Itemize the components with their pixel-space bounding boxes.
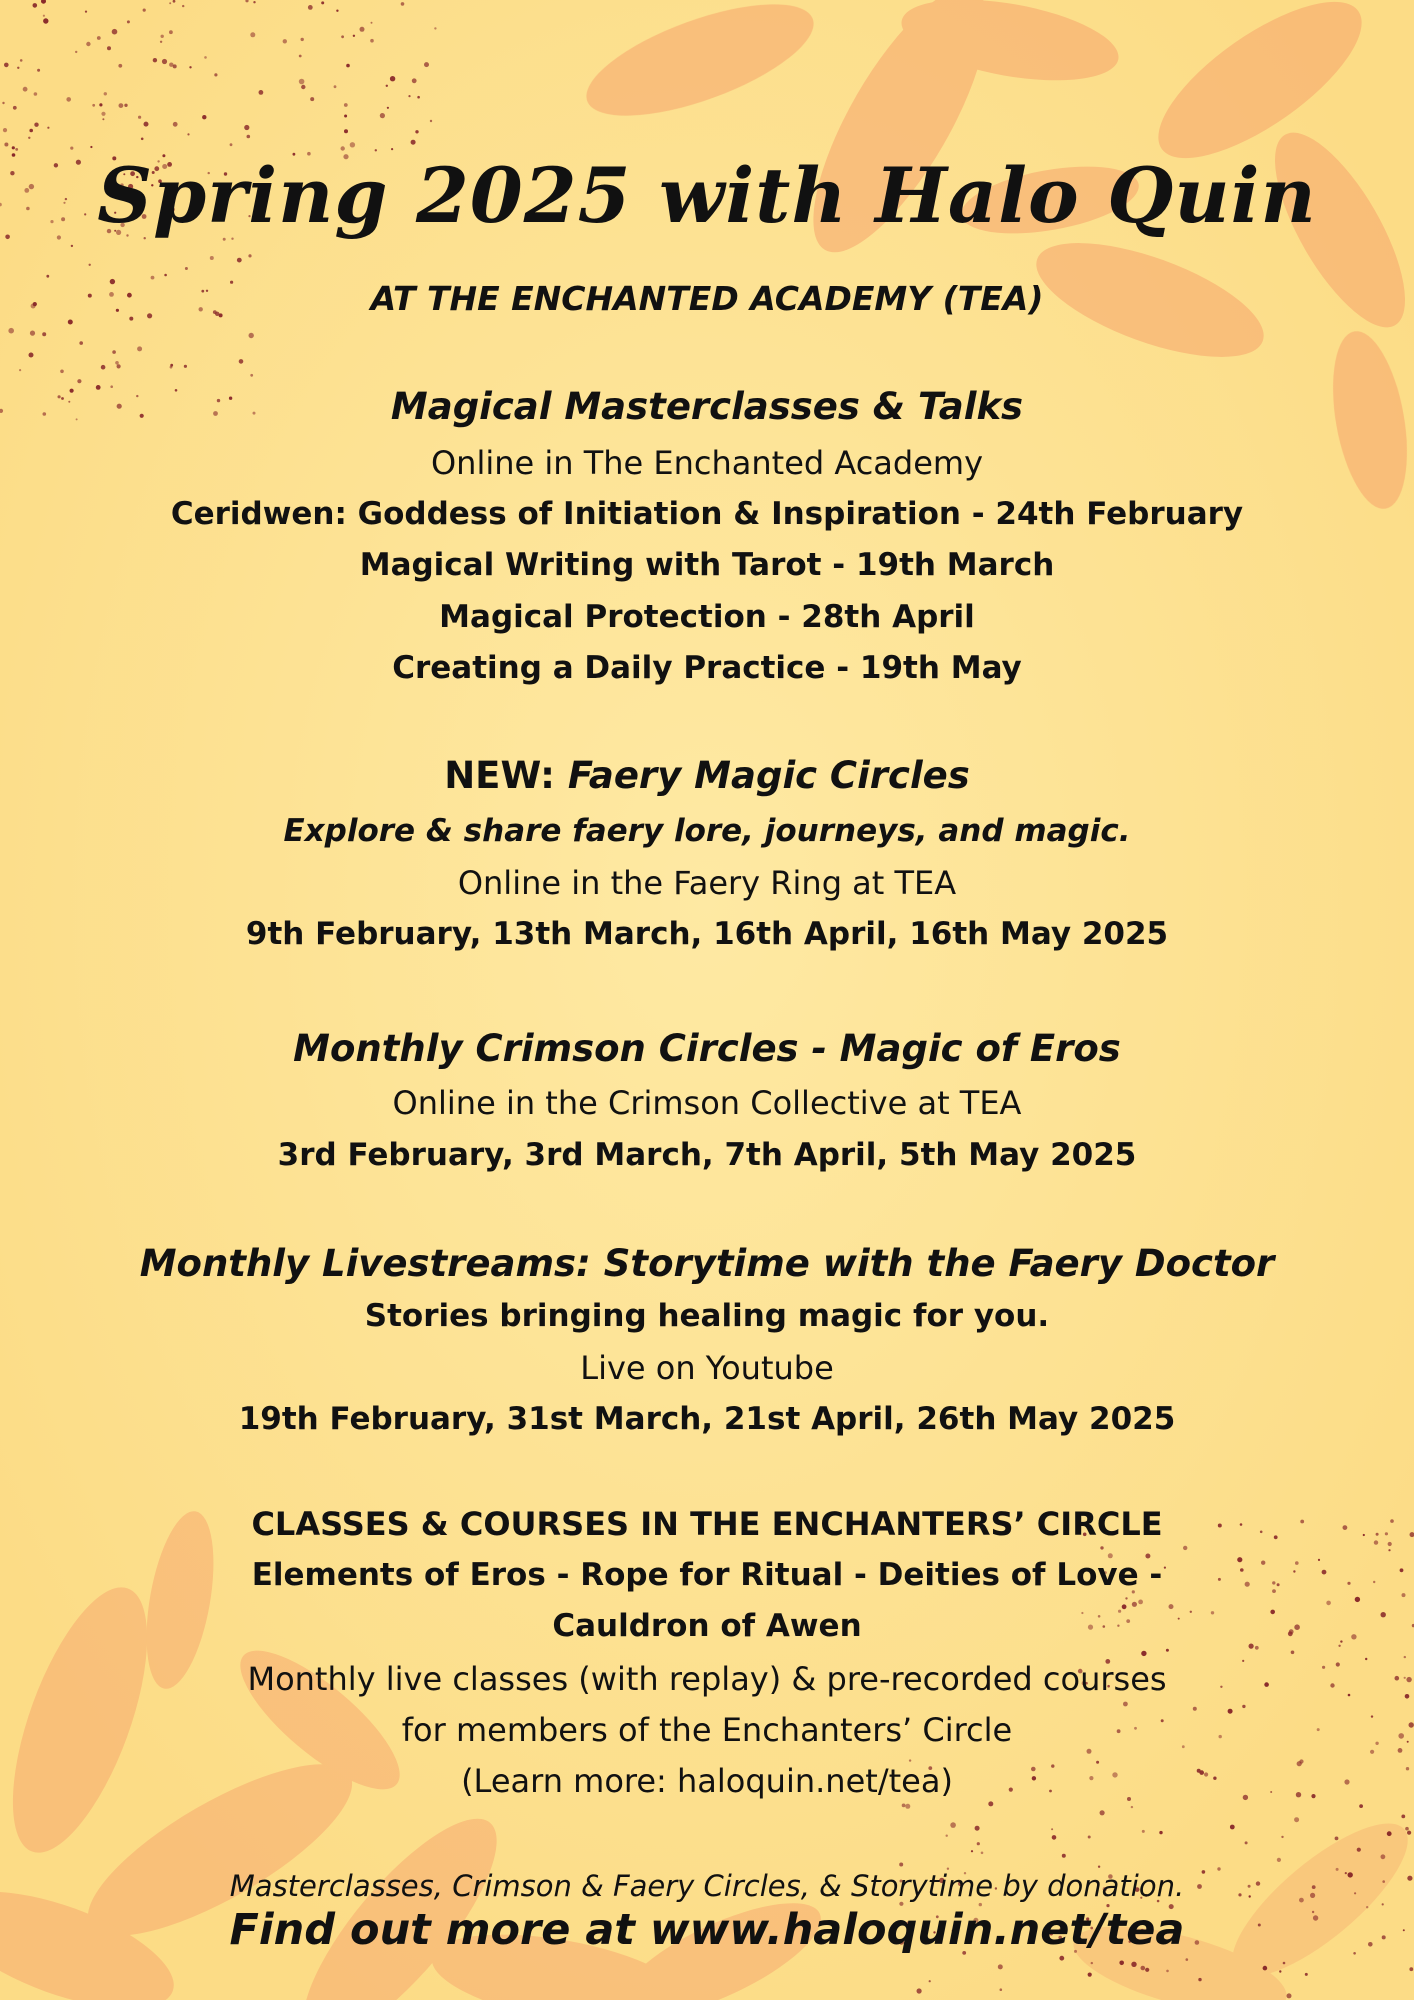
- sparkle-dot: [344, 103, 348, 107]
- sparkle-dot: [1401, 1815, 1405, 1819]
- subtitle: AT THE ENCHANTED ACADEMY (TEA): [370, 279, 1044, 318]
- classes-description: Monthly live classes (with replay) & pre-recorded courses: [247, 1660, 1167, 1698]
- sparkle-dot: [104, 92, 107, 95]
- sparkle-dot: [17, 67, 19, 69]
- sparkle-dot: [1387, 1831, 1392, 1836]
- sparkle-dot: [85, 11, 87, 13]
- sparkle-dot: [371, 22, 373, 24]
- sparkle-dot: [977, 1842, 980, 1845]
- sparkle-dot: [250, 374, 253, 377]
- sparkle-dot: [92, 104, 95, 107]
- sparkle-dot: [1277, 1858, 1281, 1862]
- sparkle-dot: [28, 137, 30, 139]
- sparkle-dot: [189, 66, 191, 68]
- sparkle-dot: [1098, 1866, 1100, 1868]
- footer-cta[interactable]: Find out more at www.haloquin.net/tea: [229, 1905, 1185, 1955]
- sparkle-dot: [1245, 1841, 1248, 1844]
- sparkle-dot: [1088, 1973, 1092, 1977]
- sparkle-dot: [42, 332, 46, 336]
- learn-more-link[interactable]: (Learn more: haloquin.net/tea): [461, 1762, 953, 1800]
- sparkle-dot: [68, 320, 73, 325]
- sparkle-dot: [3, 128, 7, 132]
- sparkle-dot: [1132, 1602, 1137, 1607]
- sparkle-dot: [1159, 1831, 1162, 1834]
- sparkle-dot: [1141, 1966, 1146, 1971]
- sparkle-dot: [253, 1, 255, 3]
- sparkle-dot: [185, 267, 188, 270]
- classes-heading: CLASSES & COURSES IN THE ENCHANTERS’ CIRCLE: [251, 1505, 1163, 1543]
- sparkle-dot: [248, 254, 251, 257]
- sparkle-dot: [47, 127, 49, 129]
- sparkle-dot: [1404, 1656, 1406, 1658]
- sparkle-dot: [434, 27, 436, 29]
- sparkle-dot: [118, 64, 122, 68]
- sparkle-dot: [1381, 1854, 1386, 1859]
- sparkle-dot: [1283, 1962, 1286, 1965]
- sparkle-dot: [247, 135, 251, 139]
- sparkle-dot: [1365, 1658, 1367, 1660]
- sparkle-dot: [1287, 1993, 1292, 1998]
- sparkle-dot: [101, 112, 105, 116]
- sparkle-dot: [43, 18, 48, 23]
- masterclass-session: Magical Writing with Tarot - 19th March: [359, 547, 1055, 583]
- sparkle-dot: [988, 1801, 993, 1806]
- sparkle-dot: [29, 129, 33, 133]
- sparkle-dot: [412, 78, 417, 83]
- sparkle-dot: [334, 85, 337, 88]
- sparkle-dot: [391, 148, 393, 150]
- sparkle-dot: [430, 120, 432, 122]
- sparkle-dot: [138, 116, 141, 119]
- sparkle-dot: [390, 76, 395, 81]
- sparkle-dot: [1407, 1831, 1411, 1835]
- sparkle-dot: [112, 350, 116, 354]
- sparkle-dot: [1138, 1600, 1143, 1605]
- sparkle-dot: [950, 1822, 956, 1828]
- sparkle-dot: [1100, 1546, 1103, 1549]
- sparkle-dot: [981, 1852, 984, 1855]
- livestreams-dates: 19th February, 31st March, 21st April, 26th May 2025: [238, 1401, 1176, 1437]
- sparkle-dot: [30, 331, 35, 336]
- sparkle-dot: [1279, 1970, 1281, 1972]
- sparkle-dot: [1166, 1649, 1169, 1652]
- sparkle-dot: [341, 35, 344, 38]
- sparkle-dot: [308, 5, 313, 10]
- sparkle-dot: [107, 46, 111, 50]
- sparkle-dot: [29, 353, 34, 358]
- sparkle-dot: [1000, 1988, 1003, 1991]
- sparkle-dot: [380, 113, 385, 118]
- sparkle-dot: [170, 366, 173, 369]
- sparkle-dot: [239, 359, 244, 364]
- sparkle-dot: [905, 1804, 910, 1809]
- sparkle-dot: [4, 63, 9, 68]
- sparkle-dot: [187, 133, 189, 135]
- faery-dates: 9th February, 13th March, 16th April, 16th May 2025: [245, 916, 1169, 952]
- sparkle-dot: [1131, 1962, 1136, 1967]
- sparkle-dot: [283, 39, 287, 43]
- sparkle-dot: [151, 276, 155, 280]
- sparkle-dot: [301, 38, 304, 41]
- livestreams-tagline: Stories bringing healing magic for you.: [364, 1298, 1050, 1334]
- sparkle-dot: [90, 146, 92, 148]
- sparkle-dot: [299, 79, 305, 85]
- sparkle-dot: [1338, 1645, 1340, 1647]
- sparkle-dot: [350, 142, 355, 147]
- sparkle-dot: [299, 55, 302, 58]
- sparkle-dot: [250, 32, 255, 37]
- faery-title: Faery Magic Circles: [567, 754, 970, 797]
- sparkle-dot: [1193, 1707, 1197, 1711]
- sparkle-dot: [370, 39, 374, 43]
- sparkle-dot: [1305, 1973, 1308, 1976]
- sparkle-dot: [33, 3, 38, 8]
- sparkle-dot: [101, 365, 106, 370]
- sparkle-dot: [411, 140, 416, 145]
- sparkle-dot: [244, 125, 249, 130]
- sparkle-dot: [1294, 1817, 1299, 1822]
- crimson-location: Online in the Crimson Collective at TEA: [392, 1084, 1022, 1122]
- sparkle-dot: [249, 333, 254, 338]
- classes-courses: Elements of Eros - Rope for Ritual - Deities of Love -: [251, 1557, 1163, 1593]
- donation-note: Masterclasses, Crimson & Faery Circles, & Storytime by donation.: [229, 1869, 1185, 1903]
- sparkle-dot: [102, 118, 104, 120]
- sparkle-dot: [34, 123, 38, 127]
- sparkle-dot: [902, 1804, 906, 1808]
- sparkle-dot: [210, 256, 214, 260]
- sparkle-dot: [66, 97, 71, 102]
- sparkle-dot: [899, 1863, 903, 1867]
- sparkle-dot: [70, 147, 73, 150]
- sparkle-dot: [1405, 1827, 1409, 1831]
- sparkle-dot: [1370, 1750, 1374, 1754]
- sparkle-dot: [1141, 1651, 1146, 1656]
- livestreams-heading: Monthly Livestreams: Storytime with the Faery Doctor: [139, 1242, 1275, 1285]
- sparkle-dot: [1263, 1966, 1268, 1971]
- sparkle-dot: [1125, 1597, 1127, 1599]
- sparkle-dot: [1198, 1978, 1201, 1981]
- sparkle-dot: [19, 369, 21, 371]
- sparkle-dot: [387, 107, 389, 109]
- sparkle-dot: [153, 58, 157, 62]
- sparkle-dot: [137, 346, 142, 351]
- sparkle-dot: [1281, 1836, 1283, 1838]
- sparkle-dot: [975, 1826, 980, 1831]
- sparkle-dot: [1142, 1830, 1145, 1833]
- sparkle-dot: [344, 129, 348, 133]
- sparkle-dot: [998, 1964, 1003, 1969]
- sparkle-dot: [60, 370, 64, 374]
- sparkle-dot: [344, 115, 347, 118]
- sparkle-dot: [89, 264, 91, 266]
- sparkle-dot: [1230, 1825, 1235, 1830]
- sparkle-dot: [353, 35, 355, 37]
- sparkle-dot: [237, 258, 242, 263]
- sparkle-dot: [169, 30, 173, 34]
- sparkle-dot: [1402, 1593, 1406, 1597]
- livestreams-location: Live on Youtube: [580, 1349, 834, 1387]
- sparkle-dot: [37, 69, 40, 72]
- sparkle-dot: [97, 36, 101, 40]
- sparkle-dot: [1059, 1956, 1064, 1961]
- sparkle-dot: [360, 27, 365, 32]
- sparkle-dot: [115, 361, 119, 365]
- sparkle-dot: [929, 1980, 931, 1982]
- sparkle-dot: [12, 146, 15, 149]
- sparkle-dot: [259, 90, 264, 95]
- classes-description: for members of the Enchanters’ Circle: [401, 1711, 1013, 1749]
- sparkle-dot: [160, 41, 162, 43]
- sparkle-dot: [424, 62, 429, 67]
- faery-location: Online in the Faery Ring at TEA: [457, 864, 957, 902]
- crimson-heading: Monthly Crimson Circles - Magic of Eros: [293, 1027, 1121, 1070]
- sparkle-dot: [1100, 1810, 1105, 1815]
- sparkle-dot: [1087, 1749, 1092, 1754]
- sparkle-dot: [1091, 1962, 1093, 1964]
- sparkle-dot: [46, 275, 49, 278]
- sparkle-dot: [182, 5, 184, 7]
- sparkle-dot: [415, 130, 418, 133]
- sparkle-dot: [86, 42, 90, 46]
- sparkle-dot: [164, 274, 167, 277]
- sparkle-dot: [77, 379, 81, 383]
- masterclass-session: Creating a Daily Practice - 19th May: [392, 650, 1022, 686]
- sparkle-dot: [301, 85, 305, 89]
- sparkle-dot: [1183, 1546, 1187, 1550]
- sparkle-dot: [169, 62, 173, 66]
- sparkle-dot: [971, 1850, 973, 1852]
- sparkle-dot: [4, 143, 8, 147]
- sparkle-dot: [141, 138, 144, 141]
- sparkle-dot: [214, 73, 217, 76]
- masterclass-session: Magical Protection - 28th April: [439, 599, 975, 635]
- sparkle-dot: [8, 328, 14, 334]
- sparkle-dot: [75, 51, 77, 53]
- sparkle-dot: [161, 35, 164, 38]
- sparkle-dot: [162, 59, 167, 64]
- sparkle-dot: [1357, 1848, 1361, 1852]
- sparkle-dot: [1062, 1854, 1066, 1858]
- sparkle-dot: [127, 20, 130, 23]
- sparkle-dot: [2, 102, 4, 104]
- masterclasses-heading: Magical Masterclasses & Talks: [390, 385, 1024, 428]
- sparkle-dot: [34, 92, 38, 96]
- sparkle-dot: [1051, 1828, 1053, 1830]
- sparkle-dot: [1242, 1705, 1245, 1708]
- sparkle-dot: [99, 103, 102, 106]
- sparkle-dot: [124, 104, 127, 107]
- sparkle-dot: [1326, 1601, 1331, 1606]
- sparkle-dot: [202, 115, 206, 119]
- sparkle-dot: [173, 122, 178, 127]
- sparkle-dot: [1145, 1968, 1149, 1972]
- sparkle-dot: [386, 85, 388, 87]
- sparkle-dot: [1166, 1970, 1169, 1973]
- sparkle-dot: [144, 122, 149, 127]
- sparkle-dot: [310, 97, 314, 101]
- sparkle-dot: [1355, 1597, 1360, 1602]
- page-title: Spring 2025 with Halo Quin: [97, 151, 1317, 240]
- sparkle-dot: [1052, 1835, 1057, 1840]
- sparkle-dot: [13, 106, 17, 110]
- sparkle-dot: [43, 15, 45, 17]
- sparkle-dot: [1255, 1646, 1259, 1650]
- sparkle-dot: [1409, 1967, 1413, 1971]
- sparkle-dot: [917, 1988, 922, 1993]
- sparkle-dot: [336, 10, 338, 12]
- sparkle-dot: [401, 2, 405, 6]
- sparkle-dot: [79, 341, 83, 345]
- sparkle-dot: [230, 143, 233, 146]
- sparkle-dot: [321, 1, 324, 4]
- sparkle-dot: [143, 9, 146, 12]
- sparkle-dot: [119, 103, 124, 108]
- sparkle-dot: [408, 95, 410, 97]
- sparkle-dot: [1123, 1702, 1128, 1707]
- sparkle-dot: [184, 365, 187, 368]
- sparkle-dot: [1359, 1804, 1363, 1808]
- sparkle-dot: [169, 2, 171, 4]
- crimson-dates: 3rd February, 3rd March, 7th April, 5th May 2025: [277, 1137, 1137, 1173]
- sparkle-dot: [1335, 1837, 1339, 1841]
- faery-heading: [0, 755, 1414, 798]
- sparkle-dot: [23, 87, 28, 92]
- sparkle-dot: [1186, 1958, 1189, 1961]
- sparkle-dot: [112, 29, 118, 35]
- masterclasses-location: Online in The Enchanted Academy: [430, 444, 984, 482]
- sparkle-dot: [1119, 1961, 1124, 1966]
- sparkle-dot: [71, 245, 73, 247]
- sparkle-dot: [204, 56, 207, 59]
- sparkle-dot: [117, 364, 121, 368]
- sparkle-dot: [346, 64, 350, 68]
- sparkle-dot: [946, 1835, 948, 1837]
- sparkle-dot: [417, 96, 420, 99]
- classes-courses: Cauldron of Awen: [552, 1608, 862, 1644]
- faery-tagline: Explore & share faery lore, journeys, and magic.: [283, 813, 1131, 849]
- sparkle-dot: [20, 59, 23, 62]
- sparkle-dot: [1388, 1549, 1390, 1551]
- masterclass-session: Ceridwen: Goddess of Initiation & Inspiration - 24th February: [170, 496, 1244, 532]
- sparkle-dot: [1291, 1651, 1295, 1655]
- new-label: NEW:: [444, 754, 555, 797]
- sparkle-dot: [1088, 1836, 1091, 1839]
- sparkle-dot: [1131, 1806, 1133, 1808]
- sparkle-dot: [15, 148, 18, 151]
